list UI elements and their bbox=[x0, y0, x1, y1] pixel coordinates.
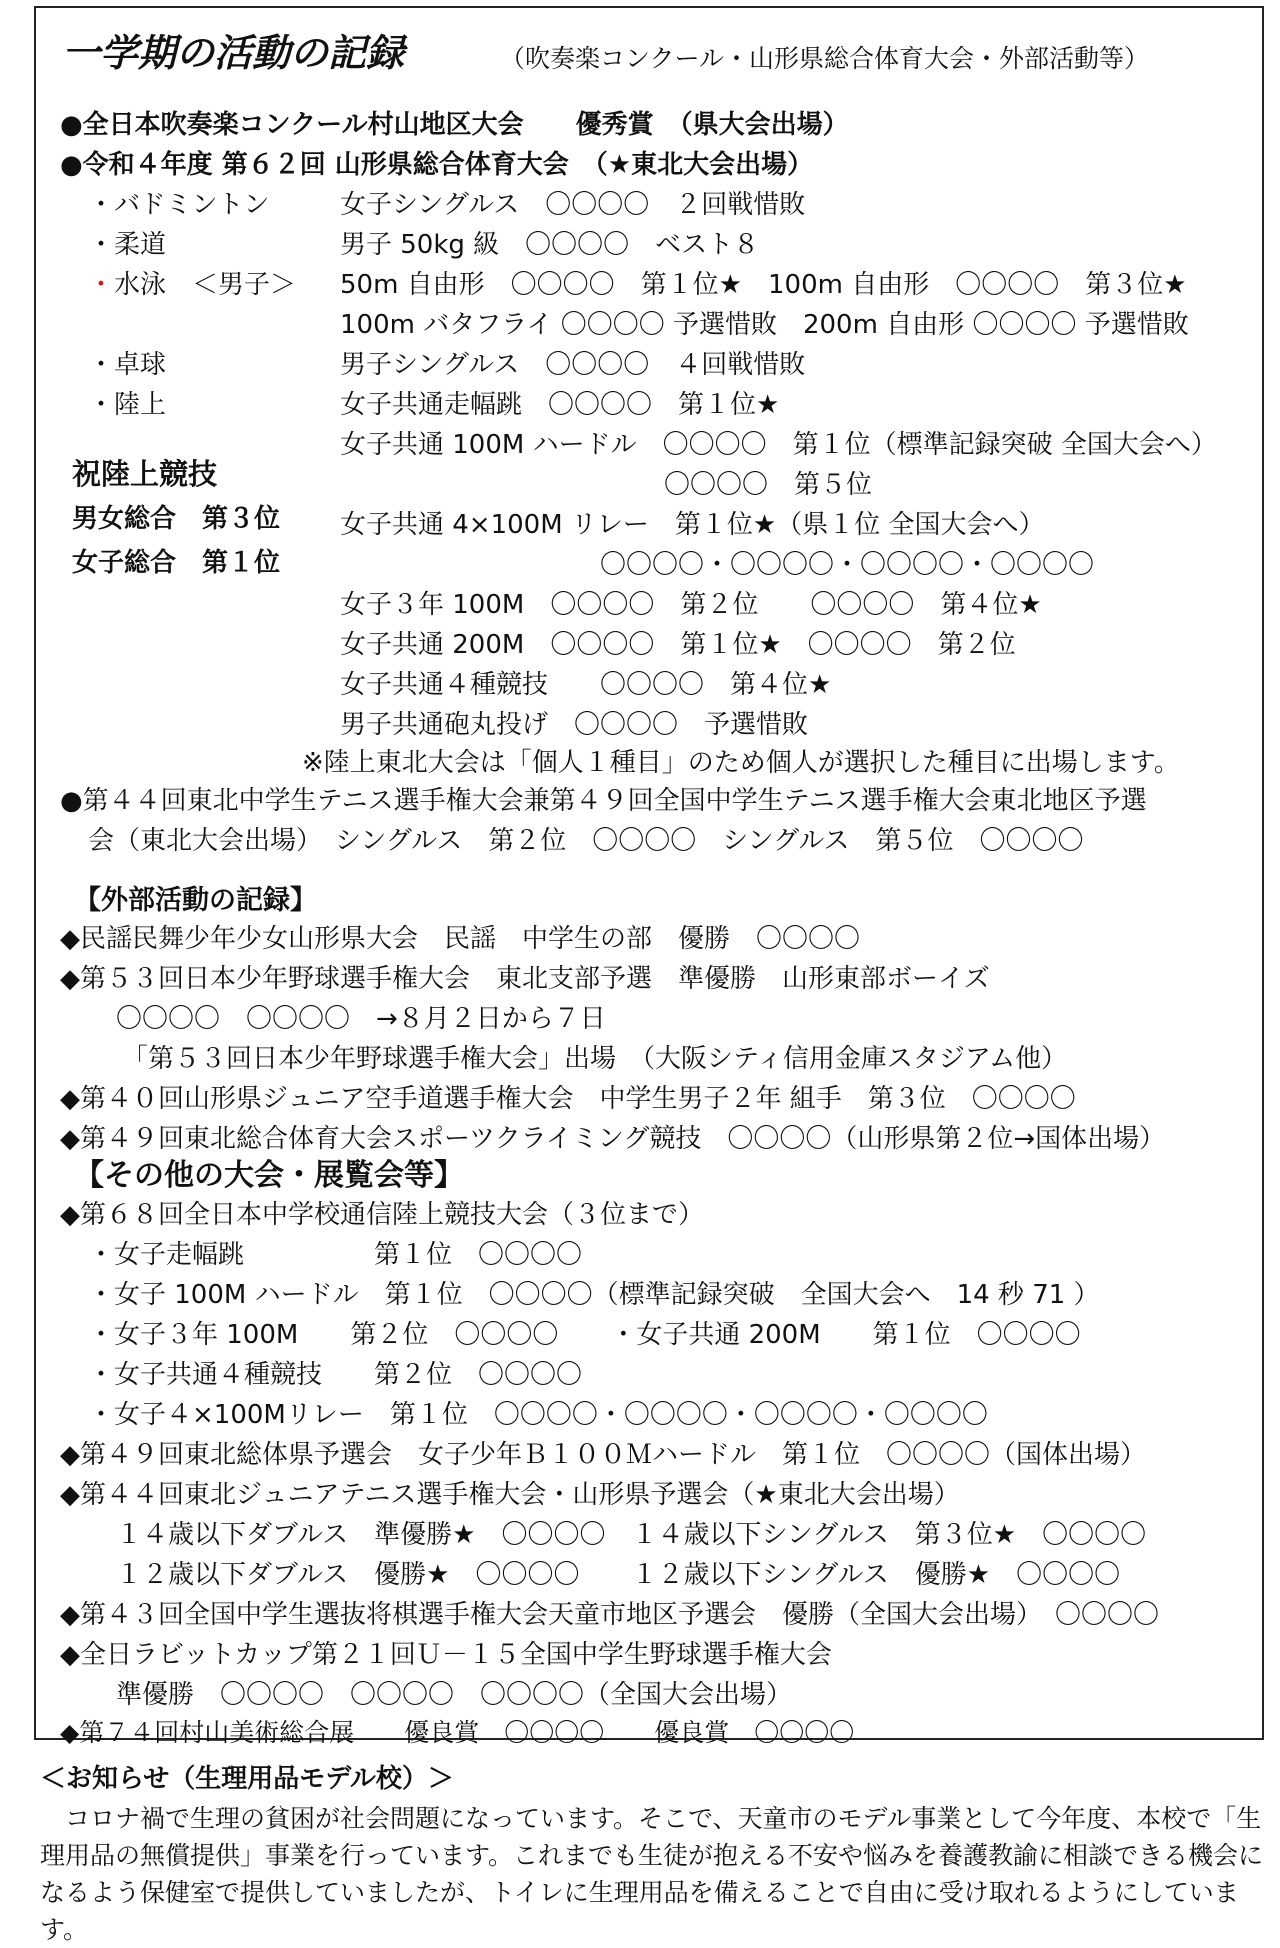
tennis-line-2: 会（東北大会出場） シングルス 第２位 〇〇〇〇 シングルス 第５位 〇〇〇〇 bbox=[88, 826, 1084, 856]
external-heading: 【外部活動の記録】 bbox=[74, 885, 317, 916]
other-line: １２歳以下ダブルス 優勝★ 〇〇〇〇 １２歳以下シングルス 優勝★ 〇〇〇〇 bbox=[116, 1560, 1121, 1590]
track-note: ※陸上東北大会は「個人１種目」のため個人が選択した種目に出場します。 bbox=[302, 748, 1180, 778]
external-line: ◆第４０回山形県ジュニア空手道選手権大会 中学生男子２年 組手 第３位 〇〇〇〇 bbox=[60, 1084, 1076, 1114]
track-result: 女子３年 100M 〇〇〇〇 第２位 〇〇〇〇 第４位★ bbox=[340, 590, 1042, 620]
other-line: ◆全日ラビットカップ第２１回Ｕ－１５全国中学生野球選手権大会 bbox=[60, 1640, 832, 1670]
soutai-heading: ●令和４年度 第６２回 山形県総合体育大会 （★東北大会出場） bbox=[60, 150, 814, 180]
external-line: 「第５３回日本少年野球選手権大会」出場 （大阪シティ信用金庫スタジアム他） bbox=[122, 1044, 1068, 1074]
track-result: 〇〇〇〇・〇〇〇〇・〇〇〇〇・〇〇〇〇 bbox=[600, 550, 1095, 580]
other-line: ◆第４４回東北ジュニアテニス選手権大会・山形県予選会（★東北大会出場） bbox=[60, 1480, 960, 1510]
sport-table-tennis: ・卓球 bbox=[88, 350, 167, 380]
sport-swimming: 水泳 ＜男子＞ bbox=[114, 270, 297, 300]
celebrate-overall: 男女総合 第３位 bbox=[72, 504, 281, 534]
notice-heading: ＜お知らせ（生理用品モデル校）＞ bbox=[40, 1764, 454, 1794]
other-line: ・女子共通４種競技 第２位 〇〇〇〇 bbox=[88, 1360, 583, 1390]
result-judo: 男子 50kg 級 〇〇〇〇 ベスト８ bbox=[340, 230, 760, 260]
other-line: １４歳以下ダブルス 準優勝★ 〇〇〇〇 １４歳以下シングルス 第３位★ 〇〇〇〇 bbox=[116, 1520, 1147, 1550]
swim-bullet: ・ bbox=[88, 270, 115, 300]
external-line: ◆民謡民舞少年少女山形県大会 民謡 中学生の部 優勝 〇〇〇〇 bbox=[60, 924, 860, 954]
other-line: ◆第４３回全国中学生選抜将棋選手権大会天童市地区予選会 優勝（全国大会出場） 〇〇〇〇 bbox=[60, 1600, 1159, 1630]
result-swimming-2: 100m バタフライ 〇〇〇〇 予選惜敗 200m 自由形 〇〇〇〇 予選惜敗 bbox=[340, 310, 1189, 340]
other-line: ◆第７４回村山美術総合展 優良賞 〇〇〇〇 優良賞 〇〇〇〇 bbox=[60, 1718, 855, 1747]
track-result: 女子共通 4×100M リレー 第１位★（県１位 全国大会へ） bbox=[340, 510, 1045, 540]
other-line: ◆第４９回東北総体県予選会 女子少年Ｂ１００Ｍハードル 第１位 〇〇〇〇（国体出場） bbox=[60, 1440, 1146, 1470]
other-line: ・女子走幅跳 第１位 〇〇〇〇 bbox=[88, 1240, 583, 1270]
result-badminton: 女子シングルス 〇〇〇〇 ２回戦惜敗 bbox=[340, 190, 806, 220]
track-result: 女子共通４種競技 〇〇〇〇 第４位★ bbox=[340, 670, 832, 700]
other-line: ・女子４×100Mリレー 第１位 〇〇〇〇・〇〇〇〇・〇〇〇〇・〇〇〇〇 bbox=[88, 1400, 988, 1430]
external-line: ◆第４９回東北総合体育大会スポーツクライミング競技 〇〇〇〇（山形県第２位→国体出場） bbox=[60, 1124, 1166, 1154]
other-line: ◆第６８回全日本中学校通信陸上競技大会（３位まで） bbox=[60, 1200, 704, 1230]
external-line: 〇〇〇〇 〇〇〇〇 →８月２日から７日 bbox=[116, 1004, 606, 1034]
sport-badminton: ・バドミントン bbox=[88, 190, 270, 220]
other-line: ・女子３年 100M 第２位 〇〇〇〇 ・女子共通 200M 第１位 〇〇〇〇 bbox=[88, 1320, 1081, 1350]
notice-body: コロナ禍で生理の貧困が社会問題になっています。そこで、天童市のモデル事業として今年度、本校で「生理用品の無償提供」事業を行っています。これまでも生徒が抱える不安や悩みを養護教諭に相談できる機会になるよう保健室で提供していましたが、トイレに生理用品を備えることで自由に受け取れるようにしています。 bbox=[40, 1804, 1264, 1944]
other-heading: 【その他の大会・展覧会等】 bbox=[74, 1158, 464, 1193]
track-result: 〇〇〇〇 第５位 bbox=[664, 470, 873, 500]
other-line: 準優勝 〇〇〇〇 〇〇〇〇 〇〇〇〇（全国大会出場） bbox=[116, 1680, 793, 1710]
result-swimming-1: 50m 自由形 〇〇〇〇 第１位★ 100m 自由形 〇〇〇〇 第３位★ bbox=[340, 270, 1187, 300]
celebrate-title: 祝陸上競技 bbox=[72, 457, 218, 491]
track-result: 男子共通砲丸投げ 〇〇〇〇 予選惜敗 bbox=[340, 710, 809, 740]
record-title: 一学期の活動の記録 bbox=[62, 30, 405, 75]
celebrate-women: 女子総合 第１位 bbox=[72, 548, 281, 578]
external-line: ◆第５３回日本少年野球選手権大会 東北支部予選 準優勝 山形東部ボーイズ bbox=[60, 964, 990, 994]
track-result: 女子共通 200M 〇〇〇〇 第１位★ 〇〇〇〇 第２位 bbox=[340, 630, 1016, 660]
tennis-line-1: ●第４４回東北中学生テニス選手権大会兼第４９回全国中学生テニス選手権大会東北地区予選 bbox=[60, 786, 1147, 816]
result-table-tennis: 男子シングルス 〇〇〇〇 ４回戦惜敗 bbox=[340, 350, 806, 380]
sport-judo: ・柔道 bbox=[88, 230, 167, 260]
track-result: 女子共通走幅跳 〇〇〇〇 第１位★ bbox=[340, 390, 780, 420]
record-subtitle: （吹奏楽コンクール・山形県総合体育大会・外部活動等） bbox=[500, 44, 1150, 73]
other-line: ・女子 100M ハードル 第１位 〇〇〇〇（標準記録突破 全国大会へ 14 秒 71 ） bbox=[88, 1280, 1100, 1310]
sport-track: ・陸上 bbox=[88, 390, 167, 420]
track-result: 女子共通 100M ハードル 〇〇〇〇 第１位（標準記録突破 全国大会へ） bbox=[340, 430, 1217, 460]
band-contest-line: ●全日本吹奏楽コンクール村山地区大会 優秀賞 （県大会出場） bbox=[60, 110, 849, 140]
